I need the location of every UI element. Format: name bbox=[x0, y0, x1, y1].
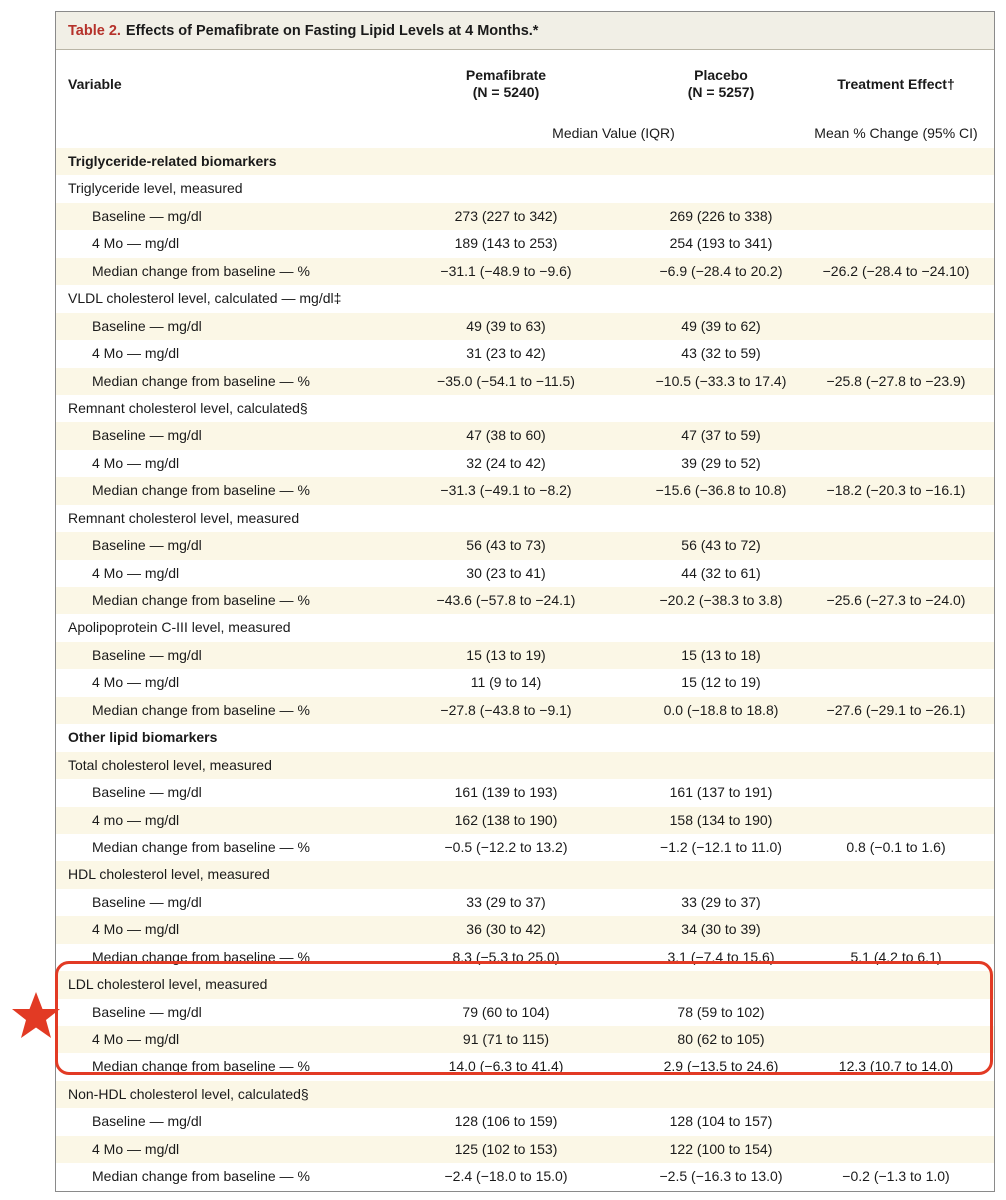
cell-pemafibrate: 36 (30 to 42) bbox=[466, 921, 546, 938]
variable-label: VLDL cholesterol level, calculated — mg/dl‡ bbox=[68, 290, 342, 307]
cell-placebo: 43 (32 to 59) bbox=[681, 345, 761, 362]
table-row bbox=[56, 642, 994, 669]
table-row bbox=[56, 395, 994, 422]
table-row bbox=[56, 560, 994, 587]
table-row bbox=[56, 258, 994, 285]
table-row bbox=[56, 1108, 994, 1135]
cell-pemafibrate: 91 (71 to 115) bbox=[462, 1031, 550, 1047]
table-row bbox=[56, 724, 994, 751]
cell-placebo: −1.2 (−12.1 to 11.0) bbox=[660, 838, 782, 855]
table-row bbox=[56, 834, 994, 861]
row-label: Baseline — mg/dl bbox=[92, 646, 202, 663]
cell-placebo: −6.9 (−28.4 to 20.2) bbox=[659, 262, 783, 279]
cell-pemafibrate: 162 (138 to 190) bbox=[454, 811, 558, 828]
row-label: Median change from baseline — % bbox=[92, 372, 310, 389]
row-label: 4 Mo — mg/dl bbox=[92, 454, 180, 471]
col-header-placebo-n: (N = 5257) bbox=[687, 84, 755, 100]
section-heading: Triglyceride-related biomarkers bbox=[68, 153, 277, 169]
table-row bbox=[56, 313, 994, 340]
cell-placebo: 254 (193 to 341) bbox=[669, 235, 773, 252]
cell-pemafibrate: 14.0 (−6.3 to 41.4) bbox=[448, 1058, 564, 1075]
cell-pemafibrate: 273 (227 to 342) bbox=[454, 207, 558, 224]
table-row bbox=[56, 285, 994, 312]
cell-pemafibrate: 189 (143 to 253) bbox=[454, 235, 558, 252]
cell-pemafibrate: 30 (23 to 41) bbox=[466, 564, 546, 581]
cell-placebo: 49 (39 to 62) bbox=[681, 317, 761, 334]
table-row bbox=[56, 422, 994, 449]
row-label: Median change from baseline — % bbox=[92, 1168, 310, 1185]
variable-label: Triglyceride level, measured bbox=[68, 180, 243, 197]
row-label: Median change from baseline — % bbox=[92, 482, 310, 499]
cell-placebo: 2.9 (−13.5 to 24.6) bbox=[663, 1058, 779, 1075]
section-heading: Other lipid biomarkers bbox=[68, 729, 218, 746]
subheader-mean-change: Mean % Change (95% CI) bbox=[814, 125, 978, 141]
cell-treatment-effect: 0.8 (−0.1 to 1.6) bbox=[846, 838, 946, 855]
col-header-pemafibrate bbox=[396, 67, 616, 101]
cell-pemafibrate: 128 (106 to 159) bbox=[454, 1113, 558, 1130]
variable-label: LDL cholesterol level, measured bbox=[68, 976, 268, 993]
cell-pemafibrate: −0.5 (−12.2 to 13.2) bbox=[444, 838, 568, 855]
cell-placebo: 3.1 (−7.4 to 15.6) bbox=[667, 948, 775, 965]
column-subheader-row bbox=[56, 118, 994, 148]
col-header-pemafibrate-n: (N = 5240) bbox=[472, 84, 540, 100]
table-row bbox=[56, 203, 994, 230]
cell-treatment-effect: −27.6 (−29.1 to −26.1) bbox=[826, 701, 966, 718]
cell-placebo: 56 (43 to 72) bbox=[681, 537, 761, 554]
table-row bbox=[56, 1136, 994, 1163]
cell-treatment-effect: −0.2 (−1.3 to 1.0) bbox=[842, 1168, 950, 1185]
cell-pemafibrate: −31.1 (−48.9 to −9.6) bbox=[440, 262, 572, 279]
table-row bbox=[56, 505, 994, 532]
col-header-pemafibrate-name: Pemafibrate bbox=[465, 67, 547, 83]
table-row bbox=[56, 477, 994, 504]
cell-placebo: −15.6 (−36.8 to 10.8) bbox=[655, 482, 787, 499]
cell-placebo: 122 (100 to 154) bbox=[669, 1140, 773, 1157]
table-title bbox=[56, 12, 994, 50]
cell-pemafibrate: 15 (13 to 19) bbox=[466, 646, 546, 663]
table-row bbox=[56, 807, 994, 834]
cell-placebo: 34 (30 to 39) bbox=[681, 921, 761, 938]
row-label: 4 Mo — mg/dl bbox=[92, 1140, 180, 1157]
table-row bbox=[56, 1081, 994, 1108]
cell-pemafibrate: 8.3 (−5.3 to 25.0) bbox=[452, 948, 560, 965]
cell-pemafibrate: 56 (43 to 73) bbox=[466, 537, 546, 554]
cell-pemafibrate: −31.3 (−49.1 to −8.2) bbox=[440, 482, 572, 499]
table-row bbox=[56, 779, 994, 806]
cell-placebo: 161 (137 to 191) bbox=[669, 784, 773, 801]
table-row bbox=[56, 861, 994, 888]
table-title-text: Effects of Pemafibrate on Fasting Lipid Levels at 4 Months.* bbox=[125, 22, 539, 39]
row-label: Median change from baseline — % bbox=[92, 262, 310, 279]
cell-pemafibrate: 32 (24 to 42) bbox=[466, 454, 546, 471]
row-label: Baseline — mg/dl bbox=[92, 207, 202, 224]
cell-pemafibrate: 33 (29 to 37) bbox=[466, 893, 546, 910]
cell-treatment-effect: −26.2 (−28.4 to −24.10) bbox=[822, 262, 970, 279]
cell-pemafibrate: 125 (102 to 153) bbox=[454, 1140, 558, 1157]
row-label: 4 Mo — mg/dl bbox=[92, 345, 180, 362]
variable-label: Remnant cholesterol level, calculated§ bbox=[68, 399, 308, 416]
cell-placebo: 33 (29 to 37) bbox=[681, 893, 761, 910]
cell-placebo: −20.2 (−38.3 to 3.8) bbox=[659, 592, 783, 608]
cell-placebo: 15 (12 to 19) bbox=[681, 674, 761, 691]
table-row bbox=[56, 1163, 994, 1190]
highlight-box-ldl bbox=[55, 961, 993, 1075]
row-label: 4 Mo — mg/dl bbox=[92, 564, 180, 581]
row-label: 4 Mo — mg/dl bbox=[92, 674, 180, 691]
table-row bbox=[56, 368, 994, 395]
cell-placebo: 78 (59 to 102) bbox=[677, 1003, 765, 1020]
table-row bbox=[56, 669, 994, 696]
table-row bbox=[56, 752, 994, 779]
variable-label: Total cholesterol level, measured bbox=[68, 756, 272, 773]
cell-placebo: 15 (13 to 18) bbox=[681, 646, 761, 663]
variable-label: HDL cholesterol level, measured bbox=[68, 866, 270, 883]
cell-pemafibrate: −27.8 (−43.8 to −9.1) bbox=[440, 701, 572, 718]
col-header-treatment-effect: Treatment Effect† bbox=[837, 76, 955, 92]
cell-placebo: −10.5 (−33.3 to 17.4) bbox=[655, 372, 787, 389]
cell-placebo: 39 (29 to 52) bbox=[681, 454, 761, 471]
table-row bbox=[56, 889, 994, 916]
variable-label: Non-HDL cholesterol level, calculated§ bbox=[68, 1085, 309, 1102]
row-label: Baseline — mg/dl bbox=[92, 537, 202, 554]
cell-placebo: −2.5 (−16.3 to 13.0) bbox=[659, 1168, 783, 1185]
table-row bbox=[56, 175, 994, 202]
cell-pemafibrate: −43.6 (−57.8 to −24.1) bbox=[436, 592, 576, 608]
cell-pemafibrate: −2.4 (−18.0 to 15.0) bbox=[444, 1168, 568, 1185]
table-row bbox=[56, 532, 994, 559]
star-icon bbox=[10, 990, 62, 1042]
table-row bbox=[56, 614, 994, 641]
cell-pemafibrate: 31 (23 to 42) bbox=[466, 345, 546, 362]
col-header-placebo-name: Placebo bbox=[694, 67, 748, 83]
column-header-row bbox=[56, 50, 994, 118]
cell-pemafibrate: 11 (9 to 14) bbox=[470, 674, 542, 691]
row-label: Median change from baseline — % bbox=[92, 838, 310, 855]
row-label: 4 Mo — mg/dl bbox=[92, 921, 180, 938]
row-label: Median change from baseline — % bbox=[92, 948, 310, 965]
cell-placebo: 80 (62 to 105) bbox=[677, 1031, 765, 1047]
cell-placebo: 269 (226 to 338) bbox=[669, 207, 773, 224]
row-label: Median change from baseline — % bbox=[92, 1058, 310, 1075]
row-label: Median change from baseline — % bbox=[92, 701, 310, 718]
row-label: Baseline — mg/dl bbox=[92, 1003, 202, 1020]
cell-pemafibrate: 79 (60 to 104) bbox=[462, 1003, 550, 1020]
table-row bbox=[56, 148, 994, 175]
cell-treatment-effect: 12.3 (10.7 to 14.0) bbox=[838, 1058, 954, 1075]
cell-pemafibrate: −35.0 (−54.1 to −11.5) bbox=[437, 372, 575, 389]
cell-placebo: 47 (37 to 59) bbox=[681, 427, 761, 444]
table-row bbox=[56, 916, 994, 943]
cell-treatment-effect: −25.8 (−27.8 to −23.9) bbox=[826, 372, 966, 389]
row-label: 4 Mo — mg/dl bbox=[92, 235, 180, 252]
cell-placebo: 128 (104 to 157) bbox=[669, 1113, 773, 1130]
cell-treatment-effect: −18.2 (−20.3 to −16.1) bbox=[826, 482, 966, 499]
table-row bbox=[56, 230, 994, 257]
row-label: Baseline — mg/dl bbox=[92, 893, 202, 910]
subheader-median-iqr: Median Value (IQR) bbox=[552, 125, 675, 141]
table-row bbox=[56, 697, 994, 724]
row-label: Baseline — mg/dl bbox=[92, 317, 202, 334]
cell-placebo: 0.0 (−18.8 to 18.8) bbox=[663, 701, 779, 718]
cell-placebo: 158 (134 to 190) bbox=[669, 811, 773, 828]
row-label: Baseline — mg/dl bbox=[92, 1113, 202, 1130]
table-row bbox=[56, 450, 994, 477]
row-label: Baseline — mg/dl bbox=[92, 427, 202, 444]
row-label: 4 mo — mg/dl bbox=[92, 811, 180, 828]
cell-treatment-effect: −25.6 (−27.3 to −24.0) bbox=[826, 592, 966, 608]
cell-treatment-effect: 5.1 (4.2 to 6.1) bbox=[850, 948, 942, 965]
row-label: Baseline — mg/dl bbox=[92, 784, 202, 801]
cell-pemafibrate: 49 (39 to 63) bbox=[466, 317, 546, 334]
table-row bbox=[56, 587, 994, 614]
variable-label: Apolipoprotein C-III level, measured bbox=[68, 619, 291, 636]
col-header-variable: Variable bbox=[68, 76, 122, 92]
row-label: 4 Mo — mg/dl bbox=[92, 1031, 180, 1047]
row-label: Median change from baseline — % bbox=[92, 592, 310, 608]
table-number: Table 2. bbox=[68, 22, 121, 39]
table-row bbox=[56, 340, 994, 367]
cell-pemafibrate: 47 (38 to 60) bbox=[466, 427, 546, 444]
cell-placebo: 44 (32 to 61) bbox=[681, 564, 761, 581]
cell-pemafibrate: 161 (139 to 193) bbox=[454, 784, 558, 801]
variable-label: Remnant cholesterol level, measured bbox=[68, 509, 300, 526]
